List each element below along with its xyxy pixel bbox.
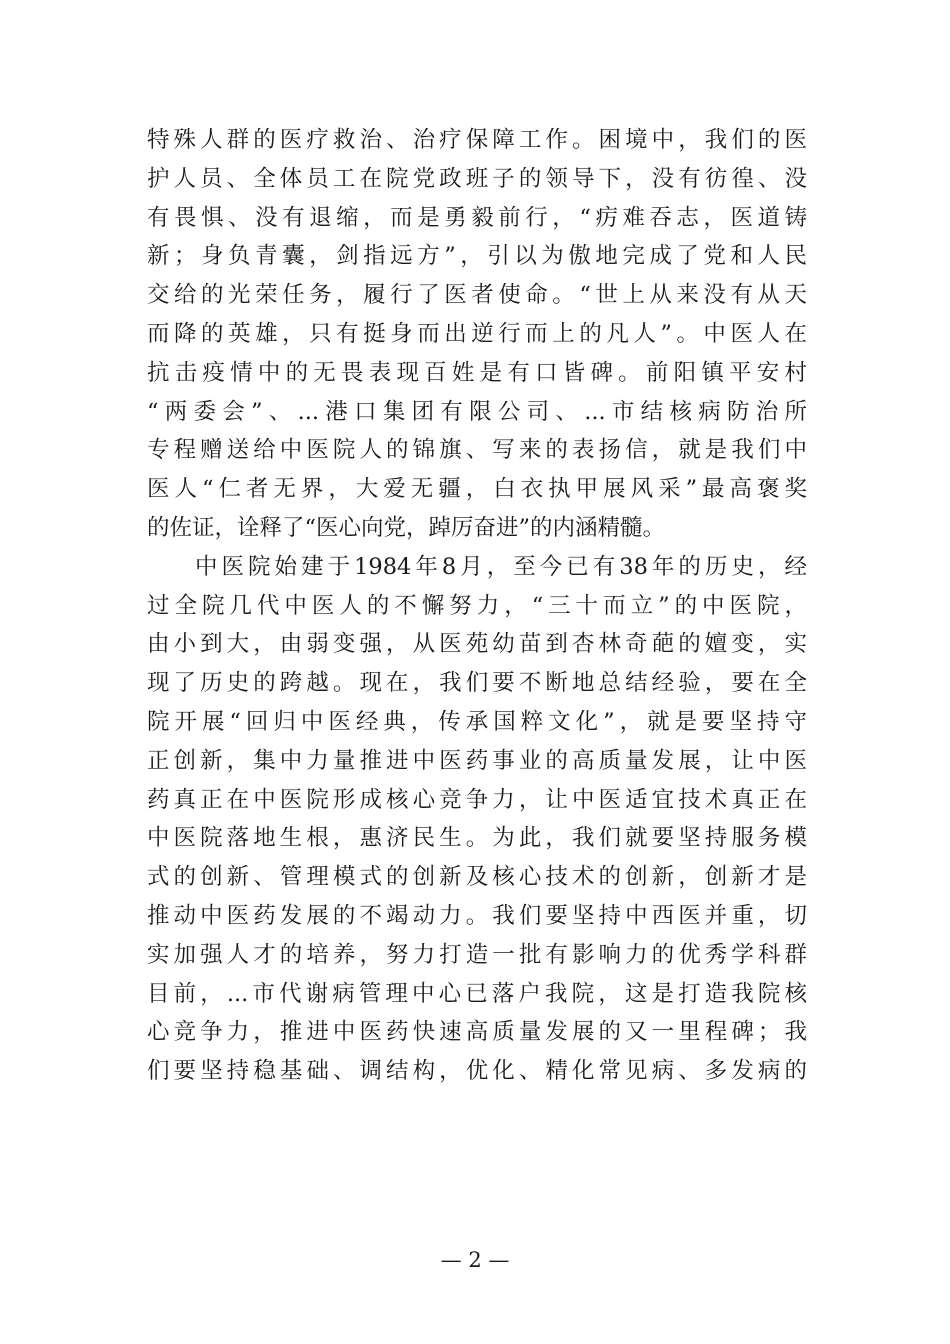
text-line: 护人员、全体员工在院党政班子的领导下，没有彷徨、没	[147, 165, 807, 192]
paragraph-end-line: 的佐证，诠释了“医心向党，踔厉奋进”的内涵精髓。	[147, 514, 666, 541]
text-line: 式的创新、管理模式的创新及核心技术的创新，创新才是	[147, 864, 807, 891]
text-line: 目前，...市代谢病管理中心已落户我院，这是打造我院核	[147, 980, 807, 1007]
text-line: 推动中医药发展的不竭动力。我们要坚持中西医并重，切	[147, 902, 807, 929]
page-number: — 2 —	[440, 1248, 510, 1272]
text-line: 们要坚持稳基础、调结构，优化、精化常见病、多发病的	[147, 1058, 807, 1085]
text-line: “两委会”、...港口集团有限公司、...市结核病防治所	[147, 398, 807, 425]
text-line: 专程赠送给中医院人的锦旗、写来的表扬信，就是我们中	[147, 437, 807, 464]
text-line: 心竞争力，推进中医药快速高质量发展的又一里程碑；我	[147, 1019, 807, 1046]
text-line: 由小到大，由弱变强，从医苑幼苗到杏林奇葩的嬗变，实	[147, 631, 807, 658]
text-line: 过全院几代中医人的不懈努力，“三十而立”的中医院，	[147, 592, 807, 619]
text-line: 现了历史的跨越。现在，我们要不断地总结经验，要在全	[147, 670, 807, 697]
text-line: 特殊人群的医疗救治、治疗保障工作。困境中，我们的医	[147, 127, 807, 153]
text-line: 而降的英雄，只有挺身而出逆行而上的凡人”。中医人在	[147, 320, 807, 347]
text-line: 实加强人才的培养，努力打造一批有影响力的优秀学科群	[147, 941, 807, 968]
text-line: 抗击疫情中的无畏表现百姓是有口皆碑。前阳镇平安村	[147, 359, 807, 386]
paragraph-start-line: 中医院始建于1984年8月，至今已有38年的历史，经	[195, 553, 807, 580]
text-line: 药真正在中医院形成核心竞争力，让中医适宜技术真正在	[147, 786, 807, 813]
text-line: 院开展“回归中医经典，传承国粹文化”，就是要坚持守	[147, 708, 807, 735]
text-line: 正创新，集中力量推进中医药事业的高质量发展，让中医	[147, 747, 807, 774]
text-line: 有畏惧、没有退缩，而是勇毅前行，“疠难吞志，医道铸	[147, 204, 807, 231]
text-line: 新；身负青囊，剑指远方”，引以为傲地完成了党和人民	[147, 243, 807, 270]
text-line: 中医院落地生根，惠济民生。为此，我们就要坚持服务模	[147, 825, 807, 852]
body-text	[147, 121, 807, 1091]
text-line: 医人“仁者无界，大爱无疆，白衣执甲展风采”最高褒奖	[147, 476, 807, 503]
text-line: 交给的光荣任务，履行了医者使命。“世上从来没有从天	[147, 282, 807, 309]
